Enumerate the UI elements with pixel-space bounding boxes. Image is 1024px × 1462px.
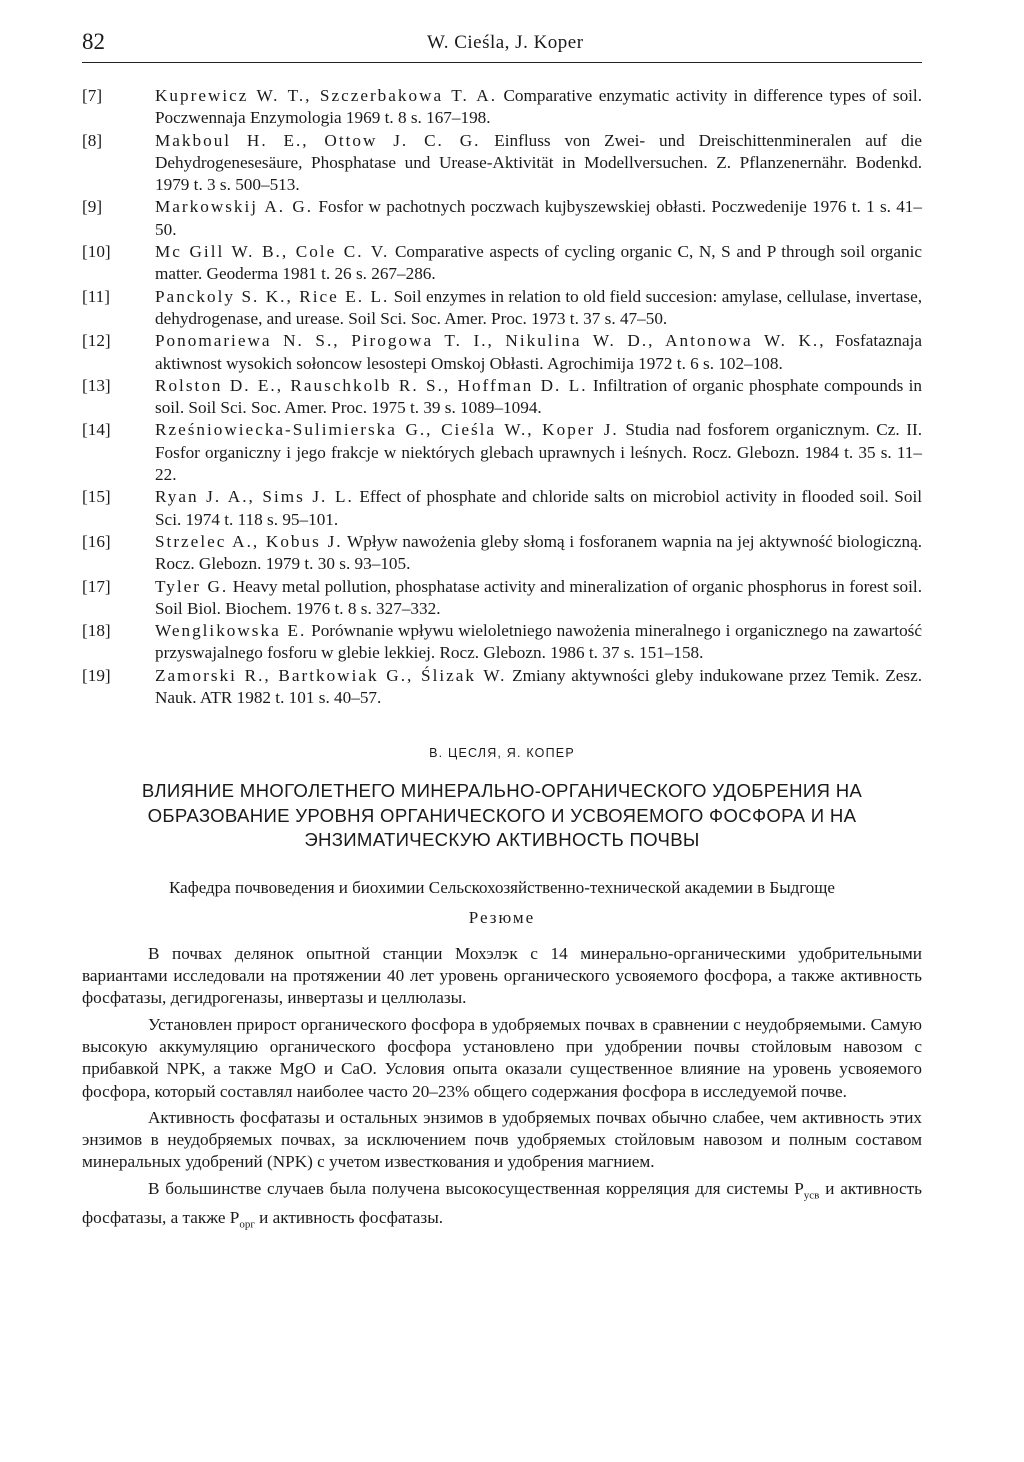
reference-entry [82, 620, 922, 665]
reference-number: [16] [82, 531, 111, 551]
reference-text: Wpływ nawożenia gleby słomą i fosforanem wapnia na jej aktywność biologiczną. Rocz. Glebozn. 1979 t. 30 s. 93–105. [155, 531, 922, 574]
reference-number: [17] [82, 576, 111, 596]
russian-title-line: ВЛИЯНИЕ МНОГОЛЕТНЕГО МИНЕРАЛЬНО-ОРГАНИЧЕСКОГО УДОБРЕНИЯ НА [141, 780, 863, 802]
reference-text: Soil enzymes in relation to old field succesion: amylase, cellulase, invertase, dehydrogenase, and urease. Soil Sci. Soc. Amer. Proc. 1973 t. 37 s. 47–50. [155, 286, 922, 328]
reference-authors: Makboul H. E., Ottow J. C. G. [155, 130, 481, 150]
reference-number: [15] [82, 487, 111, 507]
reference-authors: Wenglikowska E. [155, 621, 307, 641]
russian-authors: В. ЦЕСЛЯ, Я. КОПЕР [429, 746, 575, 761]
reference-text: Einfluss von Zwei- und Dreischittenmineralen auf die Dehydrogenesesäure, Phosphatase und Urease-Aktivität in Modellversuchen. Z. Pflanzenernähr. Bodenkd. 1979 t. 3 s. 500–513. [155, 130, 922, 195]
reference-entry [82, 419, 922, 486]
summary-text: и активность фосфатазы, а также P [82, 1178, 922, 1227]
running-head [82, 28, 922, 63]
summary-paragraph-last [82, 1178, 922, 1235]
russian-title [82, 779, 922, 853]
reference-number: [13] [82, 375, 111, 395]
reference-entry [82, 486, 922, 531]
subscript-usv: усв [803, 1189, 820, 1202]
reference-authors: Rolston D. E., Rauschkolb R. S., Hoffman D. L. [155, 375, 588, 395]
reference-number: [19] [82, 665, 111, 685]
reference-entry [82, 196, 922, 241]
reference-authors: Mc Gill W. B., Cole C. V. [155, 242, 390, 262]
summary-text: В большинстве случаев была получена высокосущественная корреляция для системы P [148, 1178, 804, 1198]
reference-entry [82, 286, 922, 331]
reference-authors: Tyler G. [155, 576, 229, 596]
reference-entry [82, 375, 922, 420]
reference-authors: Strzelec A., Kobus J. [155, 531, 343, 551]
reference-authors: Ryan J. A., Sims J. L. [155, 487, 354, 507]
summary-text: и активность фосфатазы. [254, 1207, 444, 1227]
reference-authors: Panckoly S. K., Rice E. L. [155, 286, 390, 306]
reference-text: Studia nad fosforem organicznym. Cz. II. Fosfor organiczny i jego frakcje w niektórych glebach uprawnych i leśnych. Rocz. Glebozn. 1984 t. 35 s. 11–22. [155, 420, 922, 485]
summary-heading: Резюме [468, 907, 536, 927]
reference-list [82, 85, 922, 709]
reference-entry [82, 665, 922, 710]
subscript-org: орг [239, 1217, 255, 1230]
reference-number: [18] [82, 621, 111, 641]
reference-number: [10] [82, 242, 111, 262]
reference-number: [11] [82, 286, 110, 306]
reference-authors: Zamorski R., Bartkowiak G., Ślizak W. [155, 665, 507, 685]
page [82, 28, 922, 1239]
reference-entry [82, 130, 922, 197]
reference-text: Infiltration of organic phosphate compounds in soil. Soil Sci. Soc. Amer. Proc. 1975 t. 39 s. 1089–1094. [155, 375, 923, 418]
reference-entry [82, 330, 922, 375]
reference-number: [9] [82, 197, 103, 217]
reference-text: Zmiany aktywności gleby indukowane przez Temik. Zesz. Nauk. ATR 1982 t. 101 s. 40–57. [155, 665, 923, 708]
reference-text: Comparative aspects of cycling organic C, N, S and P through soil organic matter. Geoderma 1981 t. 26 s. 267–286. [155, 242, 922, 284]
reference-authors: Rześniowiecka-Sulimierska G., Cieśla W., Koper J. [155, 420, 619, 440]
reference-text: Fosfor w pachotnych poczwach kujbyszewskiej obłasti. Poczwedenije 1976 t. 1 s. 41–50. [155, 197, 922, 239]
reference-number: [12] [82, 331, 111, 351]
reference-text: Heavy metal pollution, phosphatase activity and mineralization of organic phosphorus in forest soil. Soil Biol. Biochem. 1976 t. 8 s. 327–332. [155, 576, 922, 618]
summary-paragraph: Установлен прирост органического фосфора в удобряемых почвах в сравнении с неудобряемыми. Самую высокую аккумуляцию органического фосфора установлено при удобрении почвы стойловым навозом с прибавкой NPK, а также MgO и CaO. Условия опыта оказали существенное влияние на уровень усвояемого фосфора, который составлял наиболее часто 20–23% общего содержания фосфора в исследуемой почве. [82, 1014, 922, 1101]
reference-authors: Ponomariewa N. S., Pirogowa T. I., Nikulina W. D., Antonowa W. K., [155, 331, 826, 351]
reference-text: Fosfataznaja aktiwnost wysokich sołoncow lesostepi Omskoj Obłasti. Agrochimija 1972 t. 6 s. 102–108. [155, 331, 922, 373]
reference-number: [7] [82, 86, 103, 105]
russian-affiliation: Кафедра почвоведения и биохимии Сельскохозяйственно-технической академии в Быдгоще [169, 877, 835, 897]
reference-number: [8] [82, 130, 103, 150]
reference-entry [82, 85, 922, 130]
page-number: 82 [82, 29, 105, 54]
reference-text: Porównanie wpływu wieloletniego nawożenia mineralnego i organicznego na zawartość przyswajalnego fosforu w glebie lekkiej. Rocz. Glebozn. 1986 t. 37 s. 151–158. [155, 621, 922, 663]
reference-text: Effect of phosphate and chloride salts on microbiol activity in flooded soil. Soil Sci. 1974 t. 118 s. 95–101. [155, 487, 922, 529]
summary-body [82, 943, 922, 1235]
reference-entry [82, 531, 922, 576]
reference-authors: Kuprewicz W. T., Szczerbakowa T. A. [155, 86, 498, 105]
reference-entry [82, 241, 922, 286]
reference-entry [82, 576, 922, 621]
reference-text: Comparative enzymatic activity in difference types of soil. Poczwennaja Enzymologia 1969 t. 8 s. 167–198. [155, 86, 923, 128]
running-title: W. Cieśla, J. Koper [427, 32, 584, 53]
russian-title-line: ЭНЗИМАТИЧЕСКУЮ АКТИВНОСТЬ ПОЧВЫ [304, 829, 700, 851]
reference-number: [14] [82, 420, 111, 440]
russian-title-line: ОБРАЗОВАНИЕ УРОВНЯ ОРГАНИЧЕСКОГО И УСВОЯЕМОГО ФОСФОРА И НА [147, 804, 857, 826]
reference-authors: Markowskij A. G. [155, 197, 314, 217]
summary-paragraph: В почвах делянок опытной станции Мохэлэк с 14 минерально-органическими удобрительными вариантами исследовали на протяжении 40 лет уровень органического усвояемого фосфора, а также активность фосфатазы, дегидрогеназы, инвертазы и целлюлазы. [82, 943, 922, 1008]
summary-paragraph: Активность фосфатазы и остальных энзимов в удобряемых почвах обычно слабее, чем активность этих энзимов в неудобряемых почвах, за исключением почв удобряемых стойловым навозом и полным составом минеральных удобрений (NPK) с учетом известкования и удобрения магнием. [82, 1107, 922, 1172]
